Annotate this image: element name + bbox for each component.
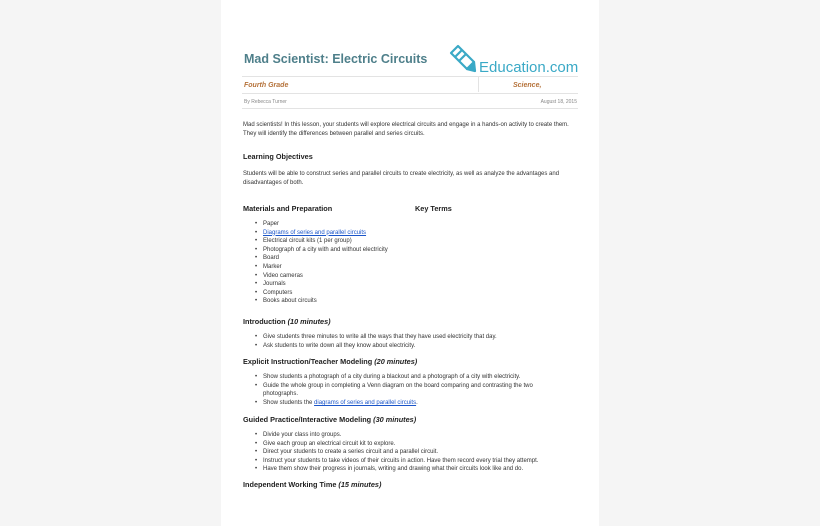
list-item: • Give students three minutes to write all the ways that they have used electricity that day.: [255, 333, 585, 342]
list-item: • Show students a photograph of a city during a blackout and a photograph of a city with electricity.: [255, 373, 565, 382]
list-item: • Electrical circuit kits (1 per group): [255, 237, 585, 246]
guided-practice-heading-text: Guided Practice/Interactive Modeling: [243, 415, 372, 424]
list-item-punctuation: .: [416, 399, 418, 406]
list-item: • Board: [255, 254, 585, 263]
grade-level: Fourth Grade: [244, 82, 289, 89]
list-item: • Computers: [255, 289, 585, 298]
independent-working-heading: [243, 480, 381, 489]
guided-practice-list: [255, 431, 585, 474]
materials-list: [255, 220, 585, 306]
diagrams-link[interactable]: diagrams of series and parallel circuits: [314, 399, 417, 406]
list-item: • Books about circuits: [255, 297, 585, 306]
explicit-instruction-list: [255, 373, 565, 407]
explicit-instruction-duration: (20 minutes): [374, 357, 418, 366]
introduction-list: [255, 333, 585, 350]
list-item: • Instruct your students to take videos of their circuits in action. Have them record every trial they attempt.: [255, 457, 585, 466]
publish-date: August 18, 2015: [540, 99, 577, 105]
list-item: • Have them show their progress in journals, writing and drawing what their circuits look like and do.: [255, 465, 585, 474]
intro-paragraph: Mad scientists! In this lesson, your students will explore electrical circuits and engage in a hands-on activity to create them. They will identify the differences between parallel and series circuits.: [243, 122, 569, 137]
list-item: • Video cameras: [255, 272, 585, 281]
learning-objectives-heading: Learning Objectives: [243, 152, 313, 161]
diagrams-link[interactable]: Diagrams of series and parallel circuits: [263, 229, 367, 236]
list-item-text: Show students the: [263, 399, 313, 406]
header-vertical-divider: [478, 77, 479, 92]
independent-working-heading-text: Independent Working Time: [243, 480, 337, 489]
list-item: • Marker: [255, 263, 585, 272]
list-item: • Paper: [255, 220, 585, 229]
list-item: • Divide your class into groups.: [255, 431, 585, 440]
header-divider-bottom: [242, 93, 578, 94]
guided-practice-duration: (30 minutes): [373, 415, 417, 424]
key-terms-heading: Key Terms: [415, 204, 452, 213]
lesson-plan-page: [221, 0, 599, 526]
list-item: • Ask students to write down all they know about electricity.: [255, 342, 585, 351]
independent-working-duration: (15 minutes): [338, 480, 382, 489]
learning-objectives-text: Students will be able to construct series and parallel circuits to create electricity, as well as analyze the advantages and disadvantages of both.: [243, 171, 560, 186]
list-item: • Direct your students to create a series circuit and a parallel circuit.: [255, 448, 585, 457]
byline-divider: [242, 108, 578, 109]
introduction-duration: (10 minutes): [287, 317, 331, 326]
list-item: • Guide the whole group in completing a Venn diagram on the board comparing and contrasting the two photographs.: [255, 382, 565, 399]
materials-heading: Materials and Preparation: [243, 204, 333, 213]
list-item: • Give each group an electrical circuit kit to explore.: [255, 440, 585, 449]
list-item[interactable]: [255, 229, 585, 238]
list-item: • Photograph of a city with and without electricity: [255, 246, 585, 255]
list-item: • Journals: [255, 280, 585, 289]
explicit-instruction-heading: [243, 357, 417, 366]
header-divider-top: [242, 76, 578, 77]
pencil-logo-icon: [447, 44, 477, 74]
explicit-instruction-heading-text: Explicit Instruction/Teacher Modeling: [243, 357, 373, 366]
lesson-title: Mad Scientist: Electric Circuits: [244, 52, 428, 66]
author-byline: By Rebecca Turner: [244, 99, 287, 105]
guided-practice-heading: [243, 415, 416, 424]
introduction-heading-text: Introduction: [243, 317, 286, 326]
logo-wordmark: Education.com: [479, 59, 579, 76]
introduction-heading: [243, 317, 331, 326]
subject-label: Science,: [513, 82, 542, 89]
list-item: [255, 399, 565, 408]
